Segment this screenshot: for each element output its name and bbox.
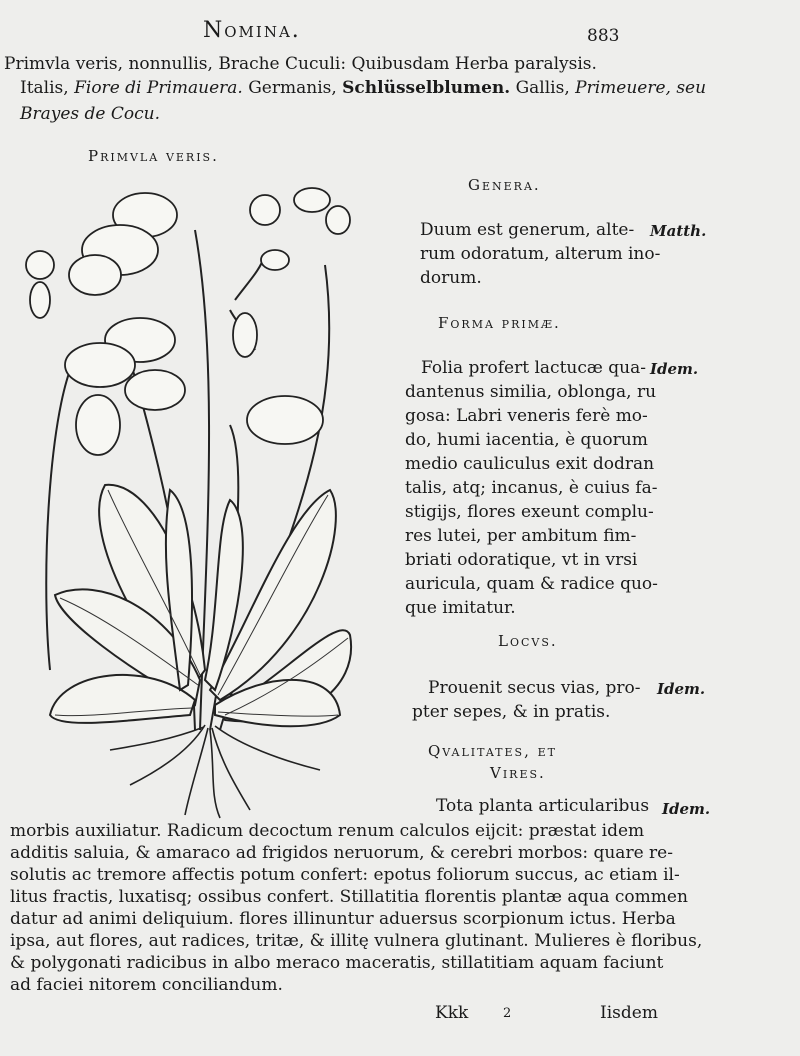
- qualitates-line: & polygonati radicibus in albo meraco maceratis, stillatitiam aquam faciunt: [10, 953, 664, 973]
- forma-line: talis, atq; incanus, è cuius fa-: [405, 478, 658, 498]
- qualitates-line: ipsa, aut flores, aut radices, tritæ, & illitę vulnera glutinant. Mulieres è floribus,: [10, 931, 703, 951]
- intro-italis: Italis,: [20, 78, 75, 98]
- locus-line: pter sepes, & in pratis.: [412, 702, 611, 722]
- heading-qualitates: Qvalitates, et: [428, 742, 557, 760]
- intro-line-3: Brayes de Cocu.: [20, 104, 161, 124]
- qualitates-first-line: Tota planta articularibus: [436, 796, 650, 816]
- heading-forma: Forma primæ.: [438, 314, 561, 332]
- forma-line: do, humi iacentia, è quorum: [405, 430, 648, 450]
- intro-french-name: Primeuere, seu: [575, 78, 707, 98]
- intro-italian-name: Fiore di Primauera.: [74, 78, 243, 98]
- forma-line: dantenus similia, oblonga, ru: [405, 382, 657, 402]
- forma-line: auricula, quam & radice quo-: [405, 574, 658, 594]
- qualitates-line: additis saluia, & amaraco ad frigidos neruorum, & cerebri morbos: quare re-: [10, 843, 673, 863]
- locus-line: Prouenit secus vias, pro-: [428, 678, 641, 698]
- catchword: Iisdem: [600, 1003, 658, 1023]
- forma-line: stigijs, flores exeunt complu-: [405, 502, 654, 522]
- genera-line: rum odoratum, alterum ino-: [420, 244, 661, 264]
- margin-note-genera: Matth.: [650, 222, 707, 240]
- intro-line-1: Primvla veris, nonnullis, Brache Cuculi: Quibusdam Herba paralysis.: [4, 54, 597, 74]
- locus-text: [412, 676, 672, 724]
- qualitates-line: solutis ac tremore affectis potum confert: epotus foliorum succus, ac etiam il-: [10, 865, 680, 885]
- forma-line: que imitatur.: [405, 598, 516, 618]
- heading-vires: Vires.: [490, 764, 546, 782]
- margin-note-forma: Idem.: [650, 360, 699, 378]
- forma-line: medio cauliculus exit dodran: [405, 454, 655, 474]
- qualitates-text: [10, 820, 703, 996]
- forma-text: [405, 356, 665, 620]
- page-number: 883: [587, 26, 620, 46]
- genera-text: [420, 218, 680, 290]
- qualitates-line: ad faciei nitorem conciliandum.: [10, 975, 283, 995]
- signature-mark: Kkk: [435, 1003, 469, 1023]
- primrose-woodcut-illustration: [20, 170, 360, 820]
- qualitates-line: litus fractis, luxatisq; ossibus confert. Stillatitia florentis plantæ aqua commen: [10, 887, 688, 907]
- intro-german-name: Schlüsselblumen.: [342, 78, 511, 98]
- forma-line: gosa: Labri veneris ferè mo-: [405, 406, 648, 426]
- running-head: Nomina.: [203, 18, 301, 43]
- heading-genera: Genera.: [468, 176, 541, 194]
- margin-note-qualitates: Idem.: [662, 800, 711, 818]
- forma-line: res lutei, per ambitum fim-: [405, 526, 637, 546]
- genera-line: Duum est generum, alte-: [420, 220, 635, 240]
- qualitates-line: datur ad animi deliquium. flores illinuntur aduersus scorpionum ictus. Herba: [10, 909, 676, 929]
- genera-line: dorum.: [420, 268, 482, 288]
- figure-caption: Primvla veris.: [88, 147, 219, 165]
- forma-line: briati odoratique, vt in vrsi: [405, 550, 638, 570]
- heading-locus: Locvs.: [498, 632, 558, 650]
- forma-line: Folia profert lactucæ qua-: [421, 358, 646, 378]
- intro-germanis: Germanis,: [242, 78, 343, 98]
- intro-line-2: [20, 78, 706, 98]
- qualitates-line: morbis auxiliatur. Radicum decoctum renum calculos eijcit: præstat idem: [10, 821, 645, 841]
- margin-note-locus: Idem.: [657, 680, 706, 698]
- signature-number: 2: [503, 1006, 512, 1021]
- intro-gallis: Gallis,: [510, 78, 576, 98]
